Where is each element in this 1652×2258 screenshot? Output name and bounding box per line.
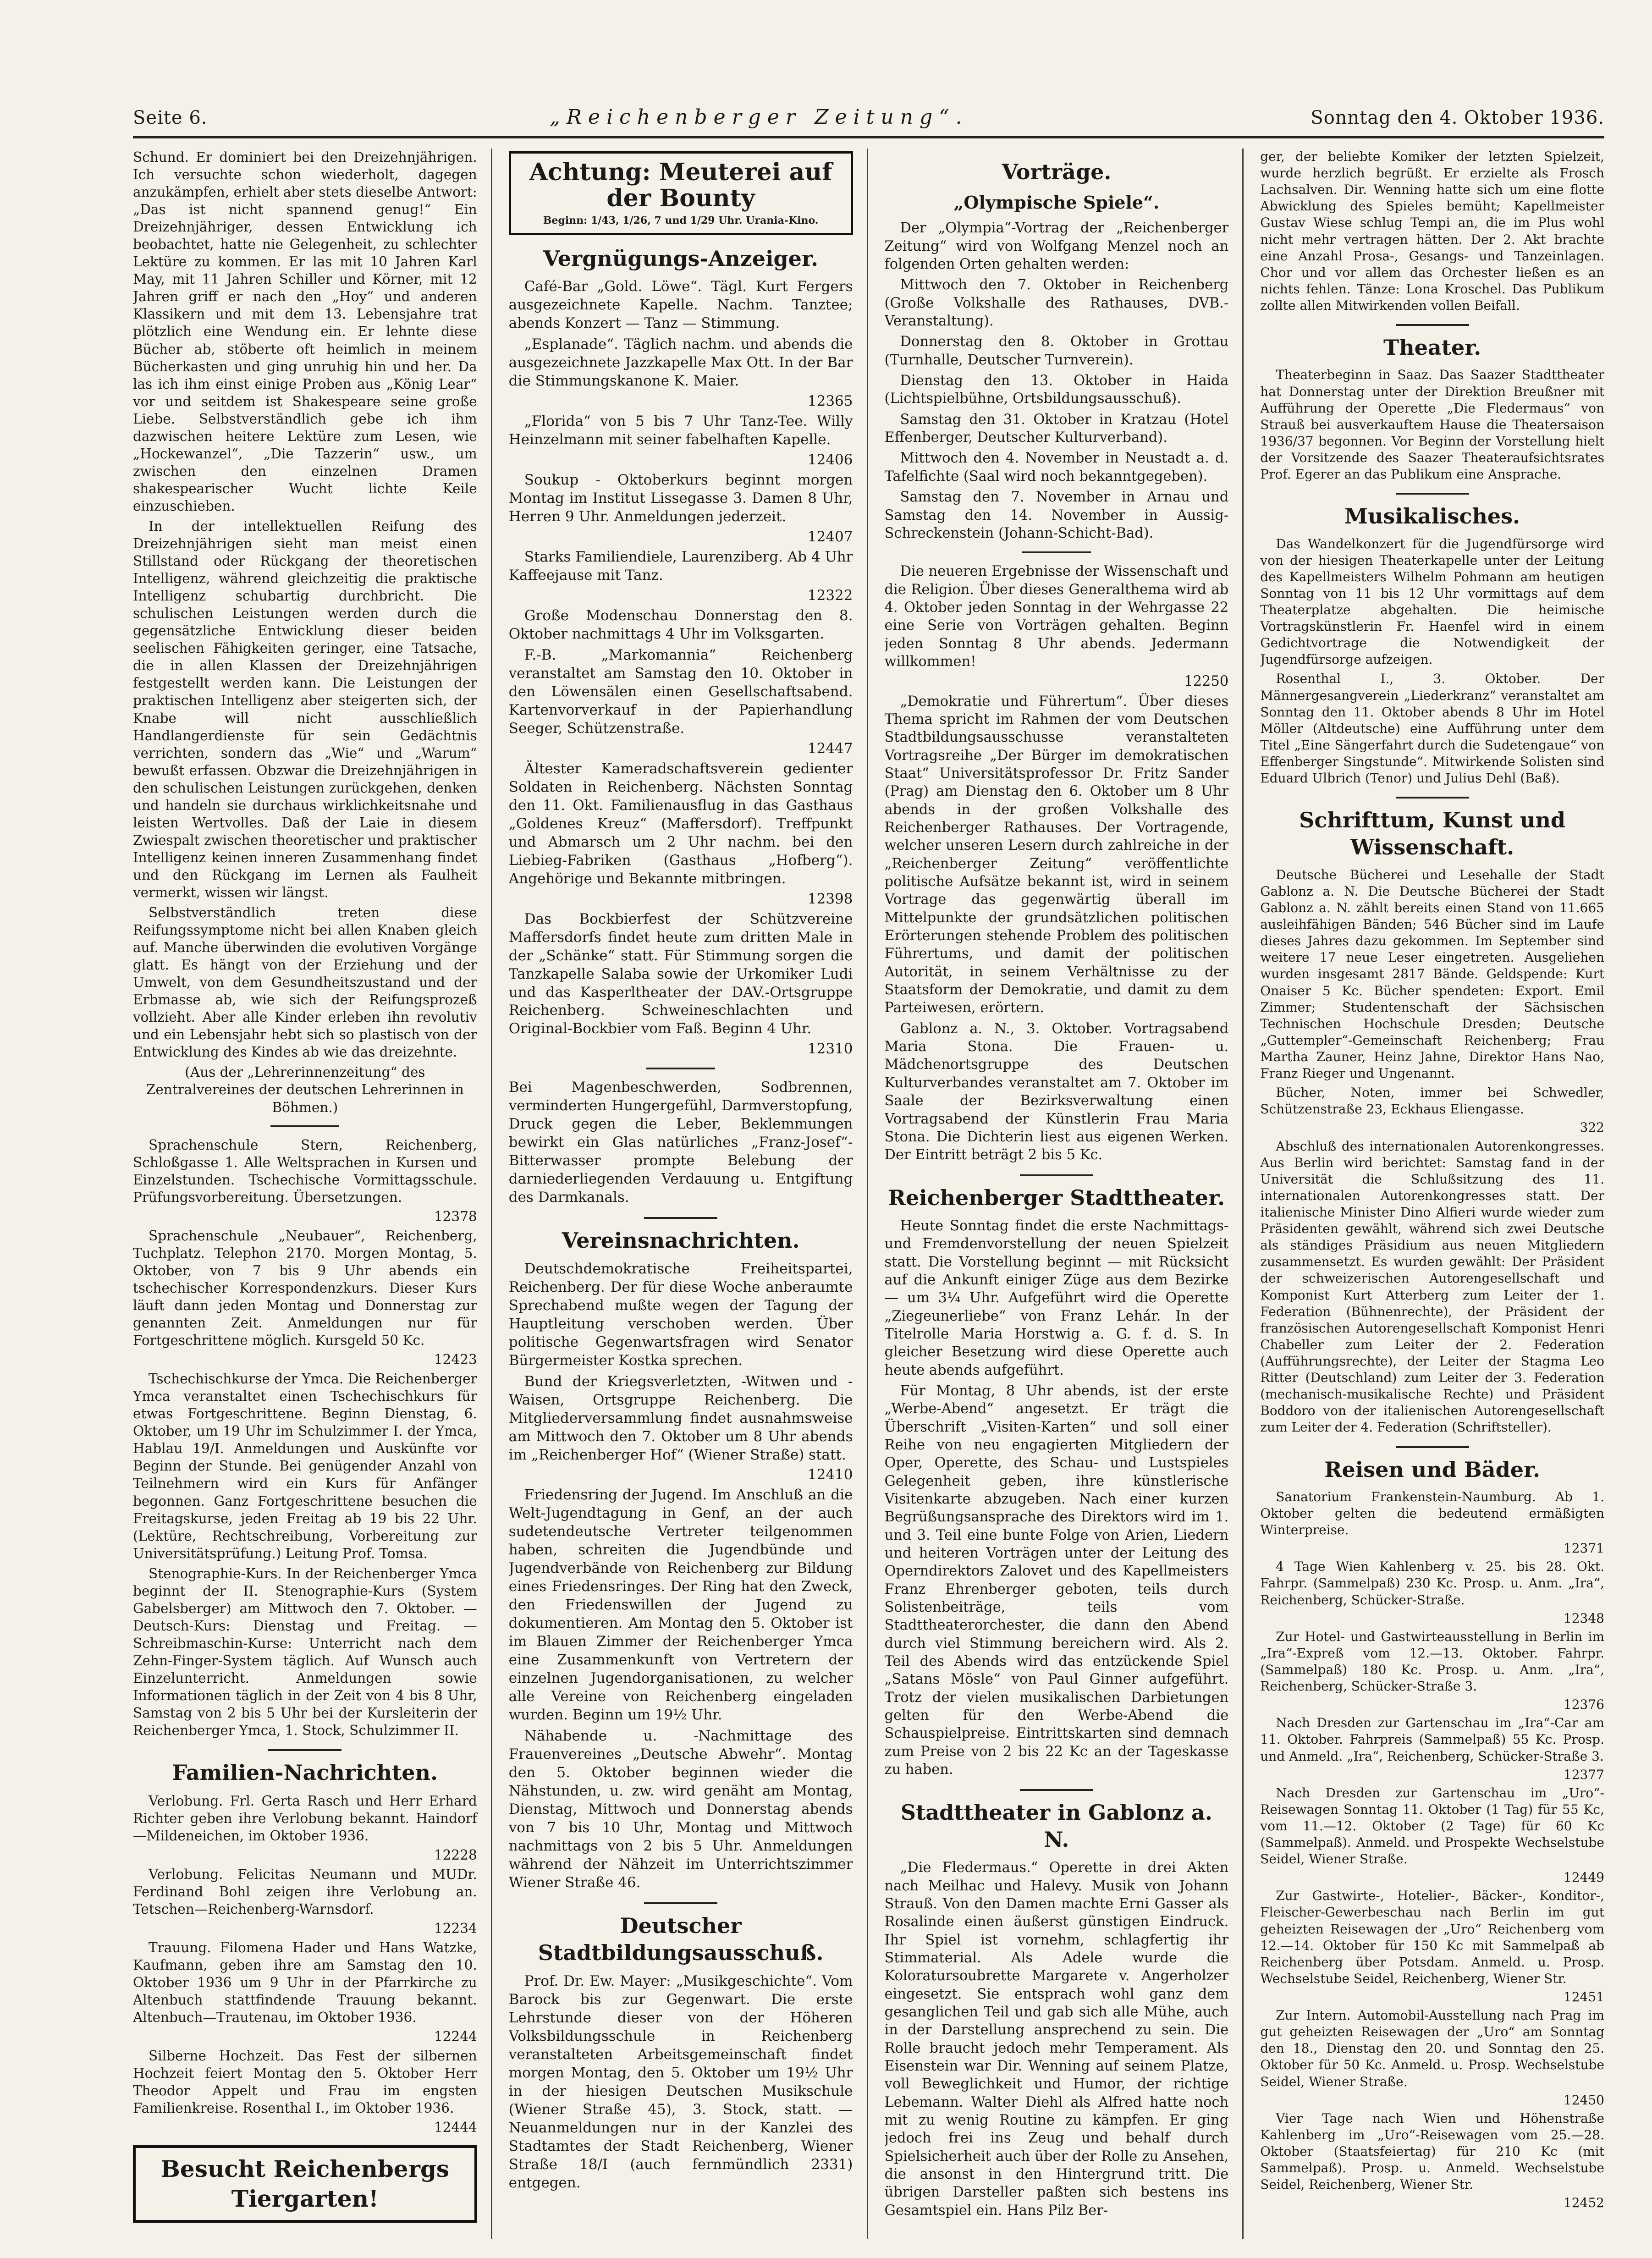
section-heading-associations: Vereinsnachrichten.: [509, 1217, 853, 1254]
article-source: (Aus der „Lehrerinnenzeitung“ des Zentralvereines der deutschen Lehrerinnen in Böhmen.): [146, 1064, 464, 1115]
notice-item: „Esplanade“. Täglich nachm. und abends die ausgezeichnete Jazzkapelle Max Ott. In der Bar die Stimmungskanone K. Maier.: [508, 336, 853, 389]
ad-number: 12444: [434, 2120, 477, 2136]
ad-number: 12398: [807, 890, 853, 907]
dsba-notice: Prof. Dr. Ew. Mayer: „Musikgeschichte“. Vom Barock bis zur Gegenwart. Die erste Lehrstunde dieser von der Höheren Volksbildungsschule in Reichenberg veranstalteten Arbeitsgemeinschaft findet morgen Montag, den 5. Oktober um 19½ Uhr in der hiesigen Deutschen Musikschule (Wiener Straße 45), 3. Stock, statt. — Neuanmeldungen nur in der Kanzlei des Stadtamtes der Stadt Reichenberg, Wiener Straße 18/I (auch fernmündlich 2331) entgegen.: [508, 1972, 853, 2191]
ad-number: 12365: [807, 392, 853, 409]
notice-item: Trauung. Filomena Hader und Hans Watzke, Kaufmann, geben ihre am Samstag den 10. Oktober 1936 um 9 Uhr in der Pfarrkirche zu Altenbuch stattfindende Trauung bekannt. Altenbuch—Trautenau, im Oktober 1936.: [133, 1939, 477, 2026]
ad-number: 322: [1580, 1120, 1604, 1135]
notice-item: Sprachenschule Stern, Reichenberg, Schloßgasse 1. Alle Weltsprachen in Kursen und Einzelstunden. Tschechische Vormittagsschule. Prüfungsvorbereitung. Übersetzungen.: [133, 1137, 477, 1205]
cinema-ad-title: Achtung: Meuterei auf der Bounty: [529, 158, 832, 213]
columns: [133, 149, 1604, 2239]
divider: [1022, 551, 1091, 553]
ad-number: 12410: [807, 1466, 853, 1483]
music-notice: Rosenthal I., 3. Oktober. Der Männergesangverein „Liederkranz“ veranstaltet am Sonntag den 11. Oktober abends 8 Uhr im Hotel Möller (Altdeutsche) eine Aufführung unter dem Titel „Eine Sängerfahrt durch die Sudetengaue“ von Effenberger Singstunde“. Mitwirkende Solisten sind Eduard Ulbrich (Tenor) und Julius Dehl (Baß).: [1260, 671, 1604, 786]
notice-item: Verlobung. Frl. Gerta Rasch und Herr Erhard Richter geben ihre Verlobung bekannt. Haindorf—Mildeneichen, im Oktober 1936.: [133, 1793, 477, 1844]
list-item: Mittwoch den 7. Oktober in Reichenberg (Große Volkshalle des Rathauses, DVB.-Veranstaltung).: [884, 277, 1229, 330]
lecture-intro: Der „Olympia“-Vortrag der „Reichenberger Zeitung“ wird von Wolfgang Menzel noch an folgenden Orten gehalten werden:: [884, 220, 1229, 273]
list-item: Dienstag den 13. Oktober in Haida (Lichtspielbühne, Ortsbildungsausschuß).: [884, 373, 1229, 407]
column-2: [509, 149, 868, 2239]
cinema-ad-times: Beginn: 1/43, 1/26, 7 und 1/29 Uhr. Urania-Kino.: [543, 215, 819, 227]
notice-item: Nach Dresden zur Gartenschau im „Ira“-Car am 11. Oktober. Fahrpreis (Sammelpaß) 55 Kc. Prosp. und Anmeld. „Ira“, Reichenberg, Schücker-Straße 3.: [1260, 1715, 1604, 1764]
theater-paragraph: Für Montag, 8 Uhr abends, ist der erste „Werbe-Abend“ angesetzt. Er trägt die Überschrift „Visiten-Karten“ und soll einer Reihe von neu engagierten Mitgliedern der Oper, Operette, des Schau- und Lustspieles Gelegenheit geben, ihre künstlerische Visitenkarte abzugeben. Nach einer kurzen Begrüßungsansprache des Direktors wird im 1. und 3. Teil eine bunte Folge von Arien, Liedern und heiteren Vorträgen unter der Leitung des Operndirektors Zalovet und des Kapellmeisters Franz Ehrenberger geboten, teils durch Solistenbeiträge, teils vom Stadttheaterorchester, die dann den Abend durch viel Stimmung bereichern wird. Als 2. Teil des Abends wird das entzückende Spiel „Satans Mösle“ von Paul Ginner aufgeführt. Trotz der vielen musikalischen Darbietungen gelten für den Werbe-Abend die Schauspielpreise. Eintrittskarten sind demnach zum Preise von 2 bis 22 Kc an der Tageskasse zu haben.: [884, 1382, 1229, 1778]
masthead: [133, 105, 1604, 138]
notice-item: Das Bockbierfest der Schützvereine Maffersdorfs findet heute zum dritten Male in der „Schänke“ statt. Für Stimmung sorgen die Tanzkapelle Salaba sowie der Urkomiker Ludi und das Kasperltheater der DAV.-Ortsgruppe Reichenberg. Schweineschlachten und Original-Bockbier vom Faß. Beginn 4 Uhr.: [508, 910, 853, 1037]
notice-item: Café-Bar „Gold. Löwe“. Tägl. Kurt Fergers ausgezeichnete Kapelle. Nachm. Tanztee; abends Konzert — Tanz — Stimmung.: [508, 278, 853, 332]
notice-item: Ältester Kameradschaftsverein gedienter Soldaten in Reichenberg. Nächsten Sonntag den 11. Okt. Familienausflug in das Gasthaus „Goldenes Kreuz“ (Maffersdorf). Treffpunkt und Abmarsch um 2 Uhr nachm. bei den Liebieg-Fabriken (Gasthaus „Hofberg“). Angehörige und Bekannte mitbringen.: [508, 760, 853, 887]
notice-item: Stenographie-Kurs. In der Reichenberger Ymca beginnt der II. Stenographie-Kurs (System Gabelsberger) am Mittwoch den 7. Oktober. — Deutsch-Kurs: Dienstag und Freitag. — Schreibmaschin-Kurse: Unterricht nach dem Zehn-Finger-System täglich. Auf Wunsch auch Einzelunterricht. Anmeldungen sowie Informationen täglich in der Zeit von 4 bis 8 Uhr, Samstag von 2 bis 5 Uhr bei der Kursleiterin der Reichenberger Ymca, 1. Stock, Schulzimmer II.: [133, 1565, 477, 1739]
ad-number: 12423: [434, 1352, 477, 1368]
family-notices: [133, 1792, 477, 2137]
notice-item: Zur Intern. Automobil-Ausstellung nach Prag im gut geheizten Reisewagen der „Uro“ am Sonntag den 18., Dienstag den 20. und Sonntag den 25. Oktober für 50 Kc. Anmeld. u. Prosp. Wechselstube Seidel, Wiener Straße.: [1260, 2008, 1604, 2089]
ad-number: 12378: [434, 1208, 477, 1224]
section-heading-travel: Reisen und Bäder.: [1260, 1446, 1604, 1483]
section-heading-music: Musikalisches.: [1260, 493, 1604, 530]
ad-number: 12371: [1563, 1541, 1604, 1556]
list-item: Samstag den 7. November in Arnau und Samstag den 14. November in Aussig-Schreckenstein (Johann-Schicht-Bad).: [884, 489, 1229, 541]
ad-number: 12376: [1563, 1697, 1604, 1713]
notice-item: „Florida“ von 5 bis 7 Uhr Tanz-Tee. Willy Heinzelmann mit seiner fabelhaften Kapelle.: [508, 413, 853, 448]
notice-item: F.-B. „Markomannia“ Reichenberg veranstaltet am Samstag den 10. Oktober in den Löwensälen einen Gesellschaftsabend. Kartenvorverkauf in der Papierhandlung Seeger, Schützenstraße.: [508, 646, 853, 737]
notice-item: Silberne Hochzeit. Das Fest der silbernen Hochzeit feiert Montag den 5. Oktober Herr Theodor Appelt und Frau im engsten Familienkreise. Rosenthal I., im Oktober 1936.: [133, 2048, 477, 2116]
list-item: Mittwoch den 4. November in Neustadt a. d. Tafelfichte (Saal wird noch bekanntgegeben).: [884, 450, 1229, 485]
column-1: [133, 149, 492, 2239]
section-heading-amusement: Vergnügungs-Anzeiger.: [543, 246, 818, 271]
cinema-ad: [509, 151, 853, 235]
section-heading-theater: Reichenberger Stadttheater.: [885, 1174, 1229, 1212]
page-number: Seite 6.: [133, 107, 208, 128]
divider: [646, 1068, 715, 1069]
review-continuation: ger, der beliebte Komiker der letzten Spielzeit, wurde herzlich begrüßt. Er erzielte als Frosch Lachsalven. Dir. Wenning hatte sich um eine flotte Abwicklung des Spieles bemüht; Kapellmeister Gustav Wiese schlug Tempi an, die im Plus wohl nicht mehr vertragen hätten. Der 2. Akt brachte eine Anzahl Prosa-, Gesangs- und Tanzeinlagen. Chor und vor allem das Orchester ließen es an nichts fehlen. Tänze: Lona Kroschel. Das Publikum zollte allen Mitwirkenden vollen Beifall.: [1260, 149, 1604, 313]
column-4: [1260, 149, 1604, 2239]
school-ads: [133, 1136, 477, 1740]
issue-date: Sonntag den 4. Oktober 1936.: [1311, 107, 1604, 128]
theater-news: Theaterbeginn in Saaz. Das Saazer Stadttheater hat Donnerstag unter der Direktion Breußner mit Aufführung der Operette „Die Fledermaus“ von Strauß bei ausverkauftem Hause die Theatersaison 1936/37 begonnen. Vor Beginn der Vorstellung hielt der Vorsitzende des Saazer Theateraufsichtsrates Prof. Egerer an das Publikum eine Ansprache.: [1260, 367, 1604, 482]
notice-item: Nach Dresden zur Gartenschau im „Uro“-Reisewagen Sonntag 11. Oktober (1 Tag) für 55 Kc, vom 11.—12. Oktober (2 Tage) für 60 Kc (Sammelpaß). Anmeld. und Prospekte Wechselstube Seidel, Wiener Straße.: [1260, 1785, 1604, 1867]
notice-item: Deutschdemokratische Freiheitspartei, Reichenberg. Der für diese Woche anberaumte Sprechabend mußte wegen der Tagung der Hauptleitung verschoben werden. Über politische Gegenwartsfragen wird Senator Bürgermeister Kostka sprechen.: [508, 1260, 853, 1369]
ad-number: 12310: [807, 1041, 853, 1057]
music-notice: Das Wandelkonzert für die Jugendfürsorge wird von der hiesigen Theaterkapelle unter der Leitung des Kapellmeisters Wilhelm Pohmann am heutigen Sonntag von 11 bis 12 Uhr vormittags auf dem Theaterplatze abgehalten. Die heimische Vortragskünstlerin Fr. Haenfel wird in einem Gedichtvortrage die Notwendigkeit der Jugendfürsorge aufzeigen.: [1260, 536, 1604, 667]
ad-number: 12250: [1184, 673, 1229, 690]
newspaper-title: „Reichenberger Zeitung“.: [550, 105, 969, 129]
article-paragraph: Schund. Er dominiert bei den Dreizehnjährigen. Ich versuchte schon wiederholt, dagegen anzukämpfen, erhielt aber stets dieselbe Antwort: „Das ist nicht spannend genug!“ Ein Dreizehnjähriger, dessen Entwicklung ich beobachtet, hatte nie Gelegenheit, zu schlechter Lektüre zu kommen. Er las mit 10 Jahren Karl May, mit 11 Jahren Schiller und Körner, mit 12 Jahren griff er nach den „Hoy“ und anderen Klassikern und mit dem 13. Lebensjahre trat plötzlich eine Wendung ein. Er lehnte diese Bücher ab, stöberte oft heimlich in meinem Bücherkasten und ging unruhig hin und her. Da las ich ihm einst einige Proben aus „König Lear“ vor und seitdem ist Shakespeare seine große Liebe. Selbstverständlich gebe ich ihm dazwischen heitere Lektüre zum Lesen, wie „Hockewanzel“, „Die Tazzerin“ usw., um zwischen den einzelnen Dramen shakespearischer Wucht lichte Keile einzuschieben.: [133, 149, 477, 514]
notice-item: Nähabende u. -Nachmittage des Frauenvereines „Deutsche Abwehr“. Montag den 5. Oktober beginnen wieder die Nähstunden, u. zw. wird genäht am Montag, Dienstag, Mittwoch und Donnerstag abends von 7 bis 10 Uhr, Montag und Mittwoch nachmittags von 2 bis 5 Uhr. Anmeldungen während der Nähzeit im Unterrichtszimmer Wiener Straße 46.: [508, 1728, 853, 1891]
ad-number: 12377: [1563, 1767, 1604, 1782]
ad-number: 12348: [1563, 1610, 1604, 1626]
notice-item: Zur Hotel- und Gastwirteausstellung in Berlin im „Ira“-Expreß vom 12.—13. Oktober. Fahrpr. (Sammelpaß) 180 Kc. Prosp. u. Anm. „Ira“, Reichenberg, Schücker-Straße 3.: [1260, 1629, 1604, 1694]
article-paragraph: In der intellektuellen Reifung des Dreizehnjährigen sieht man meist einen Stillstand oder Rückgang der theoretischen Intelligenz, während gleichzeitig die praktische Intelligenz schubartig durchbricht. Die schulischen Leistungen werden durch die gegensätzliche Entwicklung dieser beiden seelischen Fähigkeiten geringer, eine Tatsache, die in allen Klassen der Dreizehnjährigen festgestellt werden kann. Die Leistungen der praktischen Intelligenz aber steigerten sich, der Knabe will nicht ausschließlich Handlangerdienste für sein Gedächtnis verrichten, sondern das „Wie“ und „Warum“ bewußt erfassen. Obzwar die Dreizehnjährigen in den schulischen Leistungen zurückgehen, denken und handeln sie durchaus wirklichkeitsnahe und leisten Wertvolles. Daß der Laie in diesem Zwiespalt zwischen theoretischer und praktischer Intelligenz keinen inneren Zusammenhang findet und den Rückgang im Lernen als Faulheit vermerkt, wissen wir längst.: [133, 518, 477, 900]
notice-item: Sanatorium Frankenstein-Naumburg. Ab 1. Oktober gelten die bedeutend ermäßigten Winterpreise.: [1260, 1489, 1604, 1538]
divider: [270, 1125, 339, 1127]
lecture-subheading: „Olympische Spiele“.: [953, 192, 1160, 213]
literature-notices: [1260, 867, 1604, 1436]
notice-item: Bücher, Noten, immer bei Schwedler, Schützenstraße 23, Eckhaus Eliengasse.: [1260, 1085, 1604, 1117]
section-heading-theater-news: Theater.: [1260, 324, 1604, 361]
ad-number: 12228: [434, 1847, 477, 1863]
notice-item: Verlobung. Felicitas Neumann und MUDr. Ferdinand Bohl zeigen ihre Verlobung an. Tetschen—Reichenberg-Warnsdorf.: [133, 1866, 477, 1917]
ad-number: 12406: [807, 451, 853, 468]
section-heading-literature: Schrifttum, Kunst und Wissenschaft.: [1260, 797, 1604, 861]
notice-item: Friedensring der Jugend. Im Anschluß an die Welt-Jugendtagung in Genf, an der auch sudetendeutsche Vertreter teilgenommen haben, schreiten die Jugendbünde und Jugendverbände von Reichenberg zur Bildung eines Friedensringes. Der Ring hat den Zweck, den Friedenswillen der Jugend zu dokumentieren. Am Montag den 5. Oktober ist im Blauen Zimmer der Reichenberger Ymca eine Zusammenkunft von Vertretern der einzelnen Jugendorganisationen, zu welcher alle Vereine von Reichenberg eingeladen wurden. Beginn um 19½ Uhr.: [508, 1487, 853, 1724]
notice-item: Zur Gastwirte-, Hotelier-, Bäcker-, Konditor-, Fleischer-Gewerbeschau nach Berlin im gut geheizten Reisewagen der „Uro“ Reichenberg vom 12.—14. Oktober für 150 Kc mit Sammelpaß ab Reichenberg über Potsdam. Anmeld. u. Prosp. Wechselstube Seidel, Reichenberg, Wiener Str.: [1260, 1888, 1604, 1986]
notice-item: Große Modenschau Donnerstag den 8. Oktober nachmittags 4 Uhr im Volksgarten.: [508, 607, 853, 642]
ad-number: 12234: [434, 1920, 477, 1936]
notice-item: Abschluß des internationalen Autorenkongresses. Aus Berlin wird berichtet: Samstag fand in der Universität die Schlußsitzung des 11. internationalen Autorenkongresses statt. Der italienische Minister Dino Alfieri wurde wieder zum Präsidenten gewählt, während sich zwei Deutsche als ständiges Präsidium aus neuen Mitgliedern zusammensetzt. Es wurden gewählt: Der Präsident der schweizerischen Autorengesellschaft und Komponist Kurt Atterberg zum Leiter der 1. Federation (Bühnenrechte), der Präsident der französischen Autorengesellschaft Komponist Henri Chabeller zum Leiter der 2. Federation (Aufführungsrechte), der Leiter der Stagma Leo Ritter (Deutschland) zum Leiter der 3. Federation (mechanisch-musikalische Rechte) und Präsident Boddoro von der italienischen Autorengesellschaft zum Leiter der 4. Federation (Schriftsteller).: [1260, 1138, 1604, 1435]
notice-item: Vier Tage nach Wien und Höhenstraße Kahlenberg im „Uro“-Reisewagen vom 25.—28. Oktober (Staatsfeiertag) für 210 Kc (mit Sammelpaß). Prosp. u. Anmeld. Wechselstube Seidel, Reichenberg, Wiener Str.: [1260, 2110, 1604, 2192]
zoo-ad: Besucht Reichenbergs Tiergarten!: [133, 2145, 477, 2223]
ad-number: 12447: [807, 740, 853, 757]
travel-notices: [1260, 1489, 1604, 2212]
ad-number: 12322: [807, 587, 853, 604]
ad-number: 12449: [1563, 1870, 1604, 1885]
ad-number: 12452: [1563, 2195, 1604, 2211]
lecture-dates: [885, 276, 1229, 542]
notice-item: Tschechischkurse der Ymca. Die Reichenberger Ymca veranstaltet einen Tschechischkurs für etwas Fortgeschrittene. Beginn Dienstag, 6. Oktober, um 19 Uhr im Schulzimmer I. der Ymca, Hablau 19/I. Anmeldungen und Auskünfte vor Beginn der Stunde. Bei genügender Anzahl von Teilnehmern wird ein Kurs für Anfänger begonnen. Ganz Fortgeschrittene besuchen die Freitagskurse, jeden Freitag ab 19 bis 22 Uhr. (Lektüre, Rechtschreibung, Vorbereitung zur Universitätsprüfung.) Leitung Prof. Tomsa.: [133, 1371, 477, 1561]
association-notices: [509, 1260, 853, 1892]
stomach-ad: Bei Magenbeschwerden, Sodbrennen, verminderten Hungergefühl, Darmverstopfung, Druck gegen die Leber, Beklemmungen bewirkt ein Glas natürliches „Franz-Josef“-Bitterwasser prompte Belebung der darniederliegenden Verdauung u. Entgiftung des Darmkanals.: [508, 1079, 853, 1206]
list-item: Donnerstag den 8. Oktober in Grottau (Turnhalle, Deutscher Turnverein).: [884, 334, 1229, 368]
article-paragraph: Selbstverständlich treten diese Reifungssymptome nicht bei allen Knaben gleich auf. Manche überwinden die evolutiven Vorgänge glatt. Es hängt von der Erziehung und der Umwelt, von dem Gesundheitszustand und der Erbmasse ab, wie sich der Reifungsprozeß vollzieht. Aber alle Kinder erleben ihn revolutiv und ein Lebensjahr hebt sich so plastisch von der Entwicklung des Kindes ab wie das dreizehnte.: [133, 905, 477, 1060]
notice-item: Soukup - Oktoberkurs beginnt morgen Montag im Institut Lissegasse 3. Damen 8 Uhr, Herren 9 Uhr. Anmeldungen jederzeit.: [508, 471, 853, 525]
section-heading-gablonz-theater: Stadttheater in Gablonz a. N.: [885, 1789, 1229, 1854]
ad-number: 12450: [1563, 2092, 1604, 2108]
science-lecture: Die neueren Ergebnisse der Wissenschaft und die Religion. Über dieses Generalthema wird ab 4. Oktober jeden Sonntag in der Wehrgasse 22 eine Serie von Vorträgen gehalten. Beginn jeden Sonntag 8 Uhr abends. Jedermann willkommen!: [884, 563, 1229, 670]
notice-item: 4 Tage Wien Kahlenberg v. 25. bis 28. Okt. Fahrpr. (Sammelpaß) 230 Kc. Prosp. u. Anm. „Ira“, Reichenberg, Schücker-Straße.: [1260, 1559, 1604, 1608]
theater-paragraph: Heute Sonntag findet die erste Nachmittags- und Fremdenvorstellung der neuen Spielzeit statt. Die Vorstellung beginnt — mit Rücksicht auf die Ankunft einiger Züge aus dem Bezirke — um 3¼ Uhr. Aufgeführt wird die Operette „Ziegeunerliebe“ von Franz Lehár. In der Titelrolle Maria Horstwig a. G. f. d. S. In gleicher Besetzung wird diese Operette auch heute abends aufgeführt.: [884, 1217, 1229, 1378]
notice-item: Sprachenschule „Neubauer“, Reichenberg, Tuchplatz. Telephon 2170. Morgen Montag, 5. Oktober, von 7 bis 9 Uhr abends ein tschechischer Korrespondenzkurs. Dieser Kurs läuft dann jeden Montag und Donnerstag zur genannten Zeit. Anmeldungen nur für Fortgeschrittene möglich. Kursgeld 50 Kc.: [133, 1228, 477, 1349]
democracy-lecture: „Demokratie und Führertum“. Über dieses Thema spricht im Rahmen der vom Deutschen Stadtbildungsausschusse veranstalteten Vortragsreihe „Der Bürger im demokratischen Staat“ Universitätsprofessor Dr. Fritz Sander (Prag) am Dienstag den 6. Oktober um 8 Uhr abends in der großen Volkshalle des Reichenberger Rathauses. Der Vortragende, welcher unseren Lesern durch zahlreiche in der „Reichenberger Zeitung“ veröffentlichte politische Aufsätze bekannt ist, wird in seinem Vortrage das gegenwärtig überall im Mittelpunkte der grundsätzlichen politischen Erörterungen stehende Problem des politischen Führertums, und damit der politischen Autorität, in seinem Verhältnisse zu der Staatsform der Demokratie, und damit zu dem Parteiwesen, erörtern.: [884, 693, 1229, 1016]
gablonz-theater-review: „Die Fledermaus.“ Operette in drei Akten nach Meilhac und Halevy. Musik von Johann Strauß. Von den Damen machte Erni Gasser als Rosalinde einen äußerst günstigen Eindruck. Ihr Spiel ist vornehm, schlagfertig ihr Stimmaterial. Als Adele wurde die Koloratursoubrette Margarete v. Angerholzer eingesetzt. Sie entsprach wohl ganz dem gesanglichen Teil und gab sich alle Mühe, auch in der Darstellung ansprechend zu sein. Die Rolle braucht jedoch mehr Temperament. Als Eisenstein war Dir. Wenning auf seinem Platze, voll Beweglichkeit und Humor, der richtige Lebemann. Walter Diehl als Alfred hatte noch mit zu wenig Routine zu kämpfen. Er ging jedoch frei ins Zeug und behalf durch Spielsicherheit auch über der Rolle zu Ansehen, die ansonst in den Hintergrund tritt. Die übrigen Darsteller paßten sich bestens ins Gesamtspiel ein. Hans Pilz Ber-: [884, 1860, 1229, 2219]
notice-item: Starks Familiendiele, Laurenziberg. Ab 4 Uhr Kaffeejause mit Tanz.: [508, 548, 853, 584]
ad-number: 12407: [807, 528, 853, 545]
gablonz-lecture: Gablonz a. N., 3. Oktober. Vortragsabend Maria Stona. Die Frauen- u. Mädchenortsgruppe des Deutschen Kulturverbandes veranstaltet am 7. Oktober im Saale der Bezirksverwaltung einen Vortragsabend der Künstlerin Frau Maria Stona. Die Dichterin liest aus eigenen Werken. Der Eintritt beträgt 2 bis 5 Kc.: [884, 1020, 1229, 1163]
section-heading-dsba: Deutscher Stadtbildungsausschuß.: [509, 1902, 853, 1967]
list-item: Samstag den 31. Oktober in Kratzau (Hotel Effenberger, Deutscher Kulturverband).: [884, 411, 1229, 446]
notice-item: Bund der Kriegsverletzten, -Witwen und -Waisen, Ortsgruppe Reichenberg. Die Mitgliederversammlung findet ausnahmsweise am Mittwoch den 7. Oktober um 8 Uhr abends im „Reichenberger Hof“ (Wiener Straße) statt.: [508, 1373, 853, 1463]
section-heading-family: Familien-Nachrichten.: [133, 1749, 477, 1786]
ad-number: 12451: [1563, 1989, 1604, 2005]
column-3: [885, 149, 1244, 2239]
notice-item: Deutsche Bücherei und Lesehalle der Stadt Gablonz a. N. Die Deutsche Bücherei der Stadt Gablonz a. N. zählt bereits einen Stand von 11.665 ausleihfähigen Bänden; 546 Bücher sind im Laufe dieses Jahres dazu gekommen. Im September sind weitere 17 neue Leser eingetreten. Ausgeliehen wurden insgesamt 2817 Bände. Geldspende: Kurt Onaiser 5 Kc. Bücher spendeten: Export. Emil Zimmer; Studentenschaft der Sächsischen Technischen Hochschule Dresden; Deutsche „Guttempler“-Gemeinschaft Reichenberg; Frau Martha Zauner, Heinz Jahne, Direktor Hans Nao, Franz Rieger und Ungenannt.: [1260, 867, 1604, 1081]
ad-number: 12244: [434, 2029, 477, 2045]
amusement-notices: [509, 278, 853, 1058]
section-heading-lectures: Vorträge.: [1002, 160, 1112, 184]
